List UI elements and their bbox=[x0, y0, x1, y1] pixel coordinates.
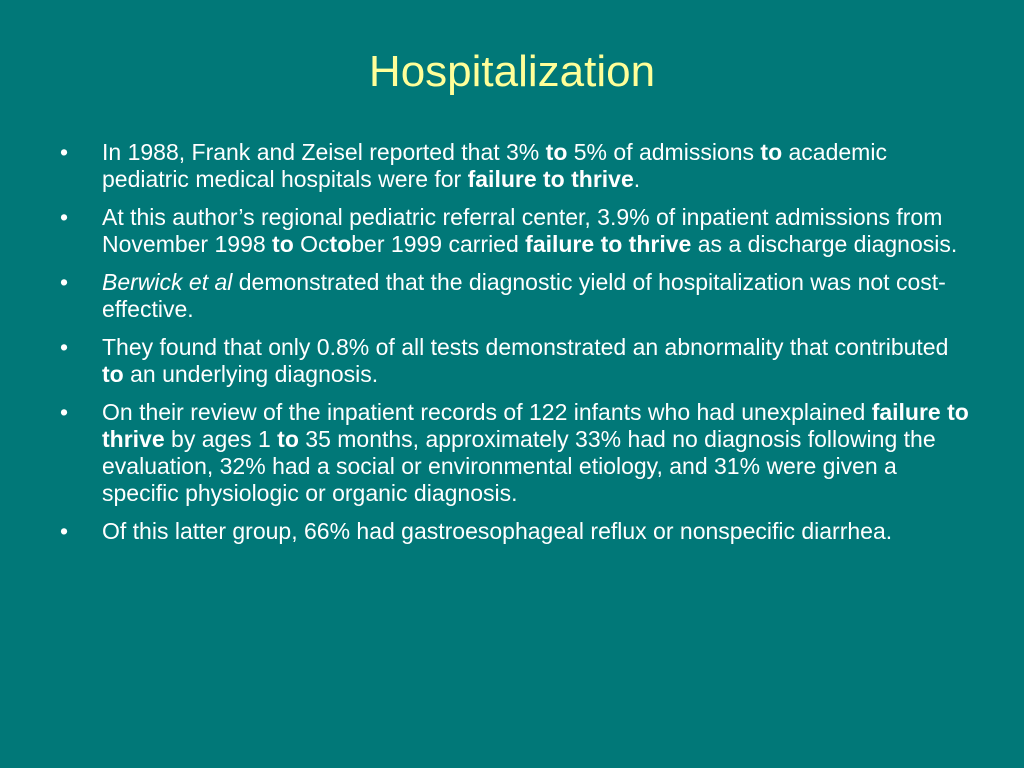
text-segment: 5% of admissions bbox=[567, 139, 761, 165]
text-segment: demonstrated that the diagnostic yield of hospitalization was not cost-effective. bbox=[102, 269, 946, 322]
bullet-item bbox=[56, 399, 974, 507]
bold-text: to bbox=[102, 361, 124, 387]
text-segment: In 1988, Frank and Zeisel reported that 3% bbox=[102, 139, 546, 165]
bullet-text bbox=[102, 518, 892, 544]
italic-text: Berwick et al bbox=[102, 269, 233, 295]
bullet-text bbox=[102, 204, 957, 257]
bold-text: to bbox=[760, 139, 783, 165]
bullet-item bbox=[56, 518, 974, 545]
bold-text: failure to thrive bbox=[102, 399, 969, 452]
bullet-dot-icon: • bbox=[60, 518, 69, 544]
bold-text: to bbox=[277, 426, 299, 452]
bullet-item bbox=[56, 334, 974, 388]
bullet-text bbox=[102, 139, 887, 192]
bullet-dot-icon: • bbox=[60, 399, 69, 425]
text-segment: . bbox=[633, 166, 641, 192]
bullet-item bbox=[56, 269, 974, 323]
text-segment: At this author’s regional pediatric referral center, 3.9% of inpatient admissions from November 1998 bbox=[102, 204, 943, 257]
bullet-text bbox=[102, 334, 948, 387]
text-segment: On their review of the inpatient records of 122 infants who had unexplained bbox=[102, 399, 872, 425]
bullet-text bbox=[102, 269, 946, 322]
text-segment: 35 months, approximately 33% had no diagnosis following the evaluation, 32% had a social or environmental etiology, and 31% were given a specific physiologic or organic diagnosis. bbox=[102, 426, 936, 506]
bold-text: to bbox=[329, 231, 352, 257]
text-segment: academic pediatric medical hospitals were for bbox=[102, 139, 887, 192]
bullet-dot-icon: • bbox=[60, 204, 69, 230]
text-segment: as a discharge diagnosis. bbox=[691, 231, 958, 257]
slide-title: Hospitalization bbox=[368, 47, 656, 96]
text-segment: ber 1999 carried bbox=[351, 231, 526, 257]
bold-text: to bbox=[545, 139, 568, 165]
text-segment: They found that only 0.8% of all tests demonstrated an abnormality that contributed bbox=[102, 334, 949, 360]
text-segment: Oc bbox=[293, 231, 330, 257]
text-segment: by ages 1 bbox=[164, 426, 278, 452]
bullet-item bbox=[56, 204, 974, 258]
bullet-dot-icon: • bbox=[60, 139, 69, 165]
bold-text: failure to thrive bbox=[467, 166, 634, 192]
text-segment: an underlying diagnosis. bbox=[123, 361, 379, 387]
bold-text: to bbox=[272, 231, 294, 257]
bullet-dot-icon: • bbox=[60, 269, 69, 295]
bullet-text bbox=[102, 399, 969, 506]
text-segment: Of this latter group, 66% had gastroesophageal reflux or nonspecific diarrhea. bbox=[102, 518, 893, 544]
bullet-item bbox=[56, 139, 974, 193]
bullet-list bbox=[56, 139, 974, 556]
bold-text: failure to thrive bbox=[525, 231, 692, 257]
bullet-dot-icon: • bbox=[60, 334, 69, 360]
